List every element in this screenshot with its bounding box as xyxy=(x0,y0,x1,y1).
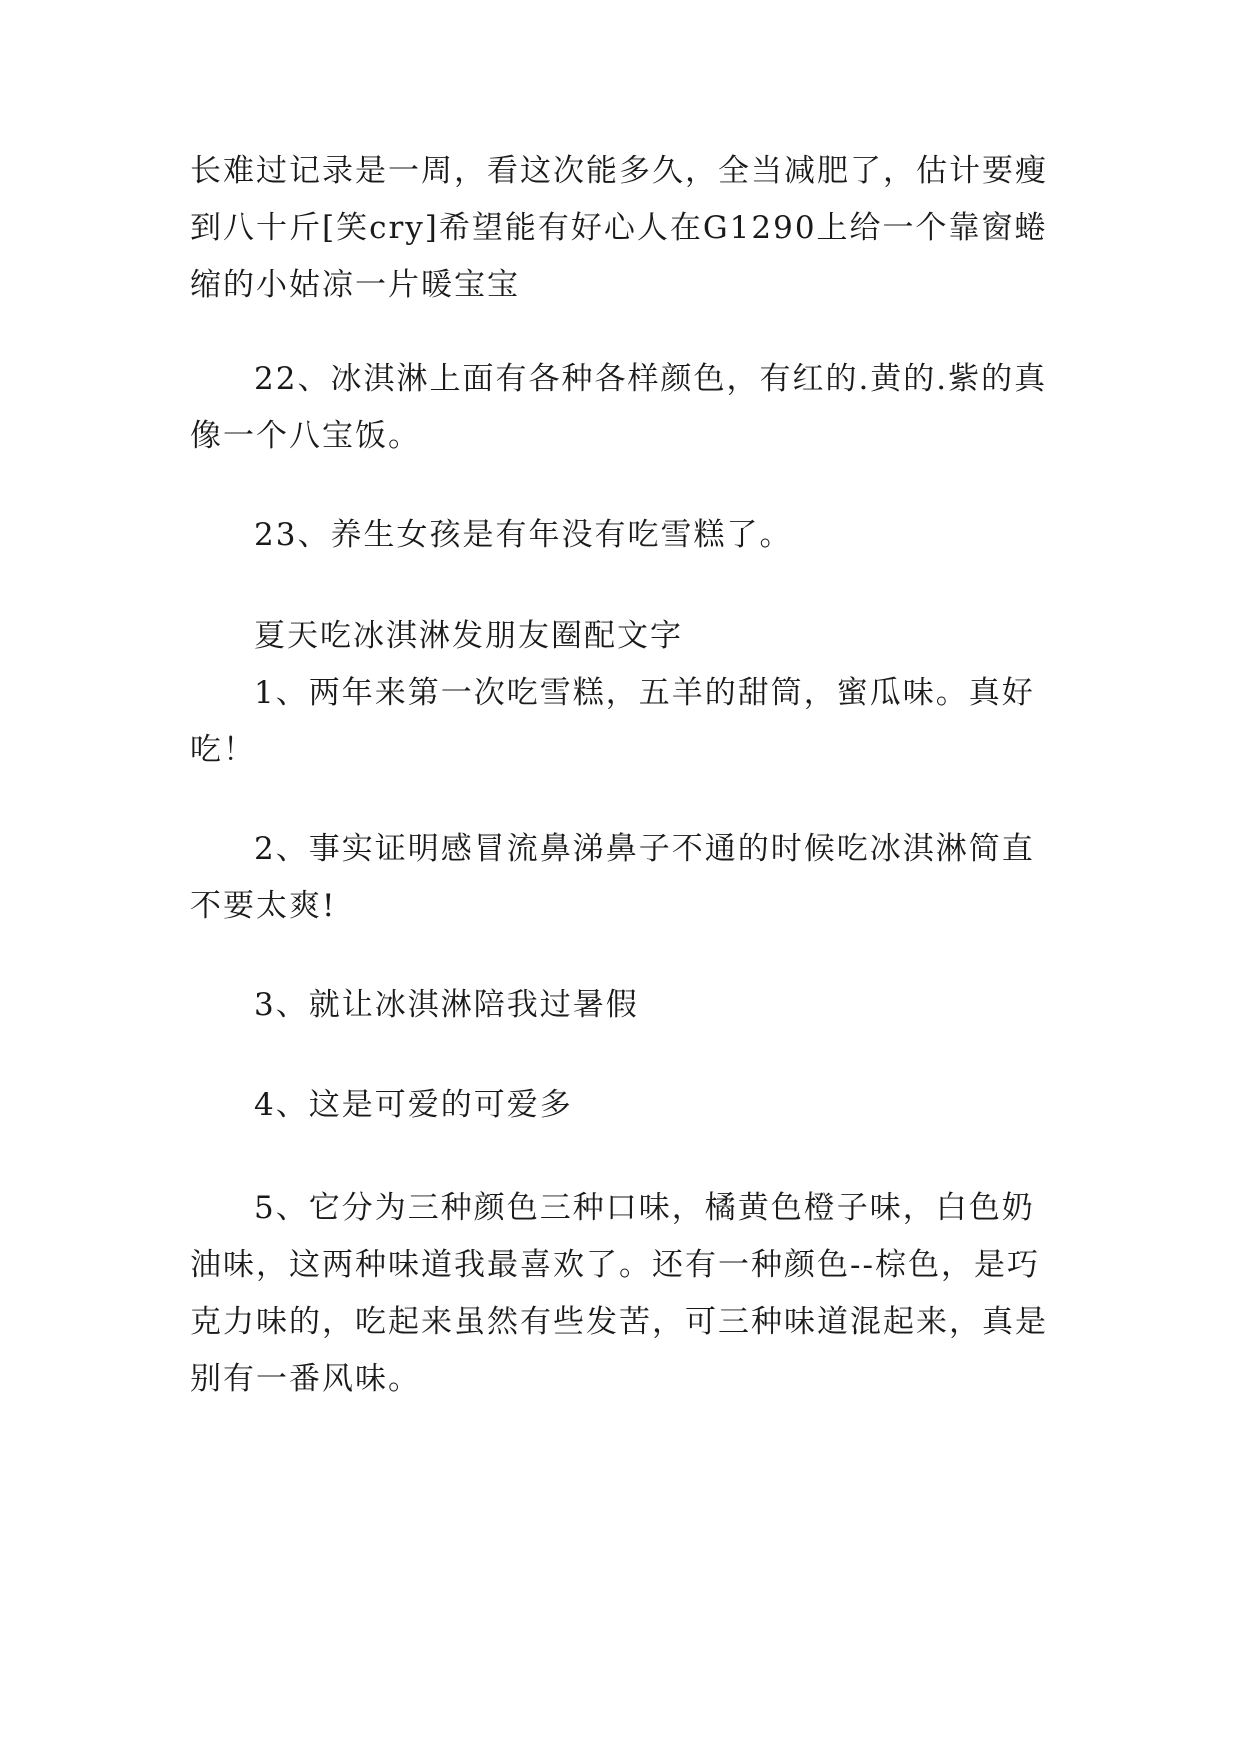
paragraph-item-23: 23、养生女孩是有年没有吃雪糕了。 xyxy=(254,517,793,553)
paragraph-item-3: 3、就让冰淇淋陪我过暑假 xyxy=(254,987,639,1023)
section-heading: 夏天吃冰淇淋发朋友圈配文字 xyxy=(254,618,683,654)
paragraph-item-2: 2、事实证明感冒流鼻涕鼻子不通的时候吃冰淇淋简直不要太爽! xyxy=(190,831,1035,924)
paragraph-continuation: 长难过记录是一周，看这次能多久，全当减肥了，估计要瘦到八十斤[笑cry]希望能有好心人在G1290上给一个靠窗蜷缩的小姑凉一片暖宝宝 xyxy=(190,153,1048,303)
paragraph-item-4: 4、这是可爱的可爱多 xyxy=(254,1087,573,1123)
paragraph-item-1: 1、两年来第一次吃雪糕，五羊的甜筒，蜜瓜味。真好吃！ xyxy=(190,675,1035,768)
paragraph-item-22: 22、冰淇淋上面有各种各样颜色，有红的.黄的.紫的真像一个八宝饭。 xyxy=(190,361,1048,454)
paragraph-item-5: 5、它分为三种颜色三种口味，橘黄色橙子味，白色奶油味，这两种味道我最喜欢了。还有一种颜色--棕色，是巧克力味的，吃起来虽然有些发苦，可三种味道混起来，真是别有一番风味。 xyxy=(190,1190,1048,1397)
